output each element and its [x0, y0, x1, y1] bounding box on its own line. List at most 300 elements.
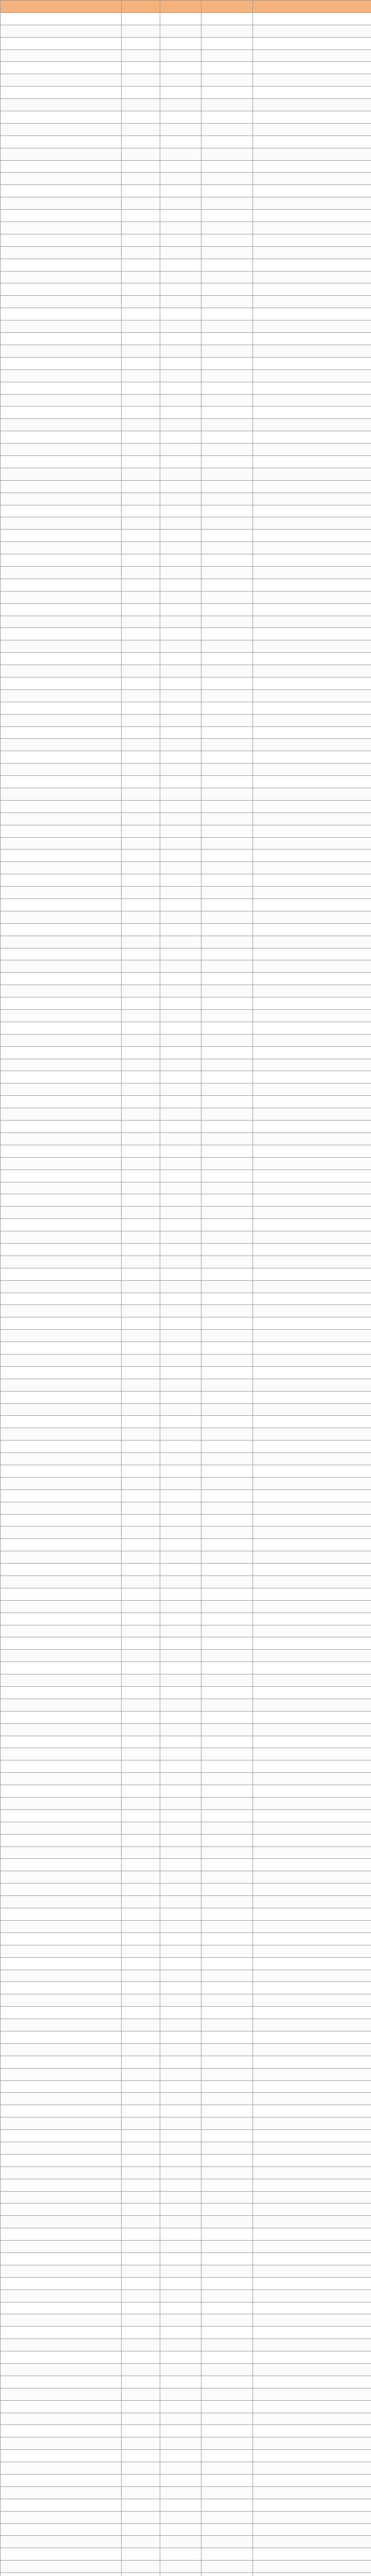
cell-name: [1, 2302, 122, 2314]
cell-rank: [201, 1527, 253, 1539]
cell-platform: [122, 616, 160, 628]
cell-duration: [253, 2068, 371, 2080]
cell-name: [1, 973, 122, 985]
cell-name: [1, 382, 122, 394]
table-row: [1, 148, 371, 160]
cell-level: [160, 1477, 201, 1489]
table-row: [1, 665, 371, 677]
cell-platform: [122, 2290, 160, 2302]
cell-duration: [253, 197, 371, 210]
cell-name: [1, 1489, 122, 1502]
cell-name: [1, 2376, 122, 2388]
cell-platform: [122, 1920, 160, 1933]
cell-rank: [201, 1822, 253, 1834]
cell-level: [160, 887, 201, 899]
cell-rank: [201, 1994, 253, 2007]
cell-name: [1, 1662, 122, 1674]
cell-platform: [122, 1576, 160, 1588]
table-row: [1, 74, 371, 87]
cell-level: [160, 2413, 201, 2425]
cell-rank: [201, 1613, 253, 1625]
cell-duration: [253, 1477, 371, 1489]
cell-platform: [122, 2388, 160, 2400]
cell-name: [1, 739, 122, 751]
cell-name: [1, 1428, 122, 1440]
cell-level: [160, 689, 201, 702]
cell-rank: [201, 185, 253, 197]
cell-rank: [201, 2191, 253, 2204]
cell-platform: [122, 1884, 160, 1896]
cell-level: [160, 579, 201, 591]
cell-platform: [122, 1539, 160, 1551]
cell-level: [160, 2388, 201, 2400]
cell-platform: [122, 419, 160, 431]
cell-duration: [253, 689, 371, 702]
cell-platform: [122, 2007, 160, 2019]
cell-duration: [253, 49, 371, 62]
cell-name: [1, 579, 122, 591]
cell-duration: [253, 308, 371, 320]
cell-platform: [122, 1071, 160, 1083]
cell-duration: [253, 246, 371, 259]
cell-name: [1, 2339, 122, 2351]
table-row: [1, 2400, 371, 2413]
cell-name: [1, 37, 122, 49]
cell-name: [1, 1600, 122, 1613]
cell-name: [1, 960, 122, 973]
cell-name: [1, 2523, 122, 2536]
cell-level: [160, 1096, 201, 1108]
table-row: [1, 2130, 371, 2142]
cell-level: [160, 2117, 201, 2130]
cell-rank: [201, 62, 253, 74]
table-row: [1, 2241, 371, 2253]
cell-duration: [253, 62, 371, 74]
cell-duration: [253, 406, 371, 419]
cell-platform: [122, 406, 160, 419]
cell-platform: [122, 1391, 160, 1403]
cell-level: [160, 739, 201, 751]
cell-name: [1, 12, 122, 25]
cell-rank: [201, 1379, 253, 1391]
cell-level: [160, 345, 201, 357]
cell-rank: [201, 1034, 253, 1046]
cell-name: [1, 357, 122, 369]
cell-duration: [253, 1576, 371, 1588]
table-row: [1, 2437, 371, 2450]
cell-level: [160, 2327, 201, 2339]
cell-name: [1, 1231, 122, 1244]
table-row: [1, 2413, 371, 2425]
table-row: [1, 1046, 371, 1059]
cell-level: [160, 2080, 201, 2093]
cell-name: [1, 1256, 122, 1268]
cell-level: [160, 985, 201, 997]
cell-platform: [122, 1502, 160, 1514]
cell-level: [160, 1010, 201, 1022]
table-row: [1, 2327, 371, 2339]
cell-name: [1, 2179, 122, 2191]
cell-duration: [253, 554, 371, 567]
cell-level: [160, 1760, 201, 1773]
cell-platform: [122, 2425, 160, 2437]
cell-rank: [201, 2056, 253, 2068]
cell-level: [160, 2548, 201, 2561]
cell-level: [160, 1170, 201, 1182]
cell-duration: [253, 74, 371, 87]
cell-platform: [122, 1933, 160, 1945]
cell-level: [160, 271, 201, 283]
cell-platform: [122, 517, 160, 530]
cell-rank: [201, 566, 253, 579]
cell-platform: [122, 2302, 160, 2314]
cell-platform: [122, 2511, 160, 2523]
table-row: [1, 2561, 371, 2573]
cell-name: [1, 2056, 122, 2068]
cell-platform: [122, 1489, 160, 1502]
table-row: [1, 406, 371, 419]
cell-duration: [253, 1859, 371, 1871]
cell-rank: [201, 2351, 253, 2364]
cell-rank: [201, 936, 253, 948]
cell-rank: [201, 776, 253, 788]
table-row: [1, 1711, 371, 1723]
cell-level: [160, 320, 201, 333]
table-row: [1, 948, 371, 960]
cell-platform: [122, 1354, 160, 1366]
cell-name: [1, 135, 122, 148]
table-row: [1, 2068, 371, 2080]
cell-duration: [253, 1305, 371, 1317]
cell-rank: [201, 739, 253, 751]
cell-rank: [201, 1170, 253, 1182]
table-row: [1, 296, 371, 308]
cell-level: [160, 185, 201, 197]
table-row: [1, 702, 371, 714]
table-row: [1, 2142, 371, 2154]
cell-rank: [201, 2548, 253, 2561]
cell-platform: [122, 1366, 160, 1379]
cell-name: [1, 603, 122, 616]
cell-name: [1, 1280, 122, 1293]
cell-platform: [122, 1453, 160, 1465]
cell-name: [1, 246, 122, 259]
cell-platform: [122, 1945, 160, 1957]
cell-rank: [201, 1330, 253, 1342]
cell-platform: [122, 135, 160, 148]
cell-duration: [253, 1933, 371, 1945]
cell-duration: [253, 1884, 371, 1896]
table-row: [1, 1256, 371, 1268]
table-row: [1, 2486, 371, 2499]
table-row: [1, 1834, 371, 1846]
cell-duration: [253, 800, 371, 812]
cell-platform: [122, 2031, 160, 2043]
cell-name: [1, 394, 122, 406]
cell-rank: [201, 283, 253, 296]
cell-level: [160, 640, 201, 653]
cell-level: [160, 419, 201, 431]
cell-platform: [122, 1994, 160, 2007]
cell-level: [160, 1699, 201, 1711]
table-row: [1, 2019, 371, 2031]
cell-level: [160, 1108, 201, 1121]
cell-duration: [253, 2228, 371, 2241]
cell-platform: [122, 1711, 160, 1723]
cell-duration: [253, 517, 371, 530]
cell-level: [160, 702, 201, 714]
cell-duration: [253, 1366, 371, 1379]
cell-duration: [253, 1231, 371, 1244]
cell-name: [1, 542, 122, 554]
cell-platform: [122, 2277, 160, 2290]
cell-name: [1, 936, 122, 948]
cell-rank: [201, 1674, 253, 1687]
cell-level: [160, 2486, 201, 2499]
cell-name: [1, 345, 122, 357]
cell-level: [160, 1342, 201, 1354]
table-row: [1, 2573, 371, 2576]
cell-name: [1, 2265, 122, 2277]
cell-name: [1, 1711, 122, 1723]
cell-rank: [201, 2142, 253, 2154]
cell-level: [160, 2314, 201, 2327]
table-row: [1, 1785, 371, 1798]
cell-rank: [201, 1773, 253, 1785]
table-row: [1, 2277, 371, 2290]
cell-platform: [122, 1059, 160, 1071]
cell-name: [1, 2117, 122, 2130]
cell-name: [1, 2191, 122, 2204]
cell-level: [160, 1391, 201, 1403]
cell-rank: [201, 1662, 253, 1674]
cell-platform: [122, 530, 160, 542]
cell-duration: [253, 99, 371, 111]
cell-duration: [253, 2216, 371, 2228]
cell-level: [160, 2475, 201, 2487]
cell-name: [1, 1957, 122, 1970]
column-header-rank: [201, 1, 253, 13]
cell-name: [1, 148, 122, 160]
cell-level: [160, 2561, 201, 2573]
cell-rank: [201, 2400, 253, 2413]
cell-platform: [122, 2080, 160, 2093]
cell-duration: [253, 2043, 371, 2056]
cell-rank: [201, 222, 253, 234]
cell-name: [1, 1613, 122, 1625]
cell-rank: [201, 1010, 253, 1022]
table-row: [1, 517, 371, 530]
cell-name: [1, 2548, 122, 2561]
cell-level: [160, 1379, 201, 1391]
table-row: [1, 1071, 371, 1083]
column-header-level: [160, 1, 201, 13]
cell-platform: [122, 1145, 160, 1157]
table-row: [1, 2252, 371, 2265]
cell-platform: [122, 739, 160, 751]
cell-level: [160, 2265, 201, 2277]
cell-duration: [253, 1121, 371, 1133]
cell-platform: [122, 2536, 160, 2548]
table-row: [1, 2056, 371, 2068]
cell-duration: [253, 296, 371, 308]
cell-name: [1, 173, 122, 185]
cell-duration: [253, 1022, 371, 1034]
table-row: [1, 2080, 371, 2093]
cell-rank: [201, 2166, 253, 2179]
cell-name: [1, 714, 122, 726]
cell-level: [160, 1687, 201, 1699]
cell-rank: [201, 1760, 253, 1773]
cell-duration: [253, 1440, 371, 1453]
cell-duration: [253, 726, 371, 739]
cell-rank: [201, 1859, 253, 1871]
cell-duration: [253, 185, 371, 197]
cell-platform: [122, 283, 160, 296]
cell-name: [1, 1773, 122, 1785]
cell-platform: [122, 455, 160, 468]
cell-name: [1, 505, 122, 517]
cell-platform: [122, 345, 160, 357]
cell-rank: [201, 345, 253, 357]
cell-level: [160, 997, 201, 1010]
cell-rank: [201, 899, 253, 911]
table-row: [1, 960, 371, 973]
cell-platform: [122, 542, 160, 554]
cell-rank: [201, 259, 253, 271]
cell-duration: [253, 1539, 371, 1551]
cell-platform: [122, 850, 160, 862]
cell-platform: [122, 2327, 160, 2339]
cell-duration: [253, 2007, 371, 2019]
cell-rank: [201, 2475, 253, 2487]
cell-rank: [201, 825, 253, 837]
cell-platform: [122, 591, 160, 603]
cell-name: [1, 49, 122, 62]
cell-name: [1, 764, 122, 776]
cell-rank: [201, 1293, 253, 1305]
cell-level: [160, 1933, 201, 1945]
cell-level: [160, 1145, 201, 1157]
cell-duration: [253, 2437, 371, 2450]
cell-platform: [122, 1834, 160, 1846]
cell-platform: [122, 2450, 160, 2462]
cell-rank: [201, 2450, 253, 2462]
cell-rank: [201, 2080, 253, 2093]
cell-name: [1, 62, 122, 74]
cell-rank: [201, 148, 253, 160]
table-row: [1, 160, 371, 173]
cell-rank: [201, 1551, 253, 1564]
table-row: [1, 394, 371, 406]
table-row: [1, 2302, 371, 2314]
table-row: [1, 1859, 371, 1871]
cell-name: [1, 616, 122, 628]
cell-level: [160, 1748, 201, 1760]
cell-duration: [253, 1145, 371, 1157]
cell-level: [160, 1723, 201, 1736]
cell-name: [1, 1268, 122, 1280]
cell-platform: [122, 1096, 160, 1108]
cell-platform: [122, 296, 160, 308]
table-row: [1, 862, 371, 874]
cell-platform: [122, 2437, 160, 2450]
cell-rank: [201, 923, 253, 936]
table-row: [1, 111, 371, 124]
cell-name: [1, 726, 122, 739]
cell-level: [160, 973, 201, 985]
cell-name: [1, 1121, 122, 1133]
table-row: [1, 850, 371, 862]
cell-duration: [253, 1957, 371, 1970]
cell-level: [160, 2400, 201, 2413]
cell-name: [1, 2105, 122, 2117]
cell-name: [1, 1822, 122, 1834]
cell-level: [160, 2043, 201, 2056]
table-row: [1, 1502, 371, 1514]
table-header-row: [1, 1, 371, 13]
cell-level: [160, 714, 201, 726]
cell-name: [1, 2241, 122, 2253]
cell-rank: [201, 25, 253, 37]
cell-level: [160, 74, 201, 87]
cell-name: [1, 2093, 122, 2105]
cell-duration: [253, 677, 371, 689]
cell-platform: [122, 2105, 160, 2117]
cell-rank: [201, 37, 253, 49]
cell-duration: [253, 1071, 371, 1083]
cell-name: [1, 825, 122, 837]
cell-duration: [253, 1650, 371, 1662]
cell-duration: [253, 542, 371, 554]
cell-duration: [253, 1723, 371, 1736]
cell-name: [1, 665, 122, 677]
cell-name: [1, 1982, 122, 1994]
cell-platform: [122, 1809, 160, 1822]
table-row: [1, 234, 371, 246]
cell-name: [1, 296, 122, 308]
table-row: [1, 1489, 371, 1502]
table-row: [1, 1871, 371, 1884]
cell-platform: [122, 1293, 160, 1305]
cell-platform: [122, 173, 160, 185]
cell-duration: [253, 345, 371, 357]
cell-level: [160, 12, 201, 25]
table-row: [1, 1342, 371, 1354]
cell-name: [1, 1403, 122, 1416]
cell-platform: [122, 12, 160, 25]
cell-duration: [253, 603, 371, 616]
cell-duration: [253, 1416, 371, 1428]
cell-platform: [122, 2142, 160, 2154]
cell-platform: [122, 1798, 160, 1810]
cell-duration: [253, 2351, 371, 2364]
cell-duration: [253, 111, 371, 124]
cell-name: [1, 1108, 122, 1121]
table-row: [1, 2290, 371, 2302]
cell-rank: [201, 1809, 253, 1822]
cell-rank: [201, 1121, 253, 1133]
cell-level: [160, 591, 201, 603]
table-row: [1, 49, 371, 62]
cell-duration: [253, 357, 371, 369]
cell-platform: [122, 2523, 160, 2536]
cell-level: [160, 1182, 201, 1194]
table-row: [1, 1723, 371, 1736]
table-row: [1, 271, 371, 283]
cell-name: [1, 911, 122, 923]
cell-rank: [201, 2204, 253, 2216]
